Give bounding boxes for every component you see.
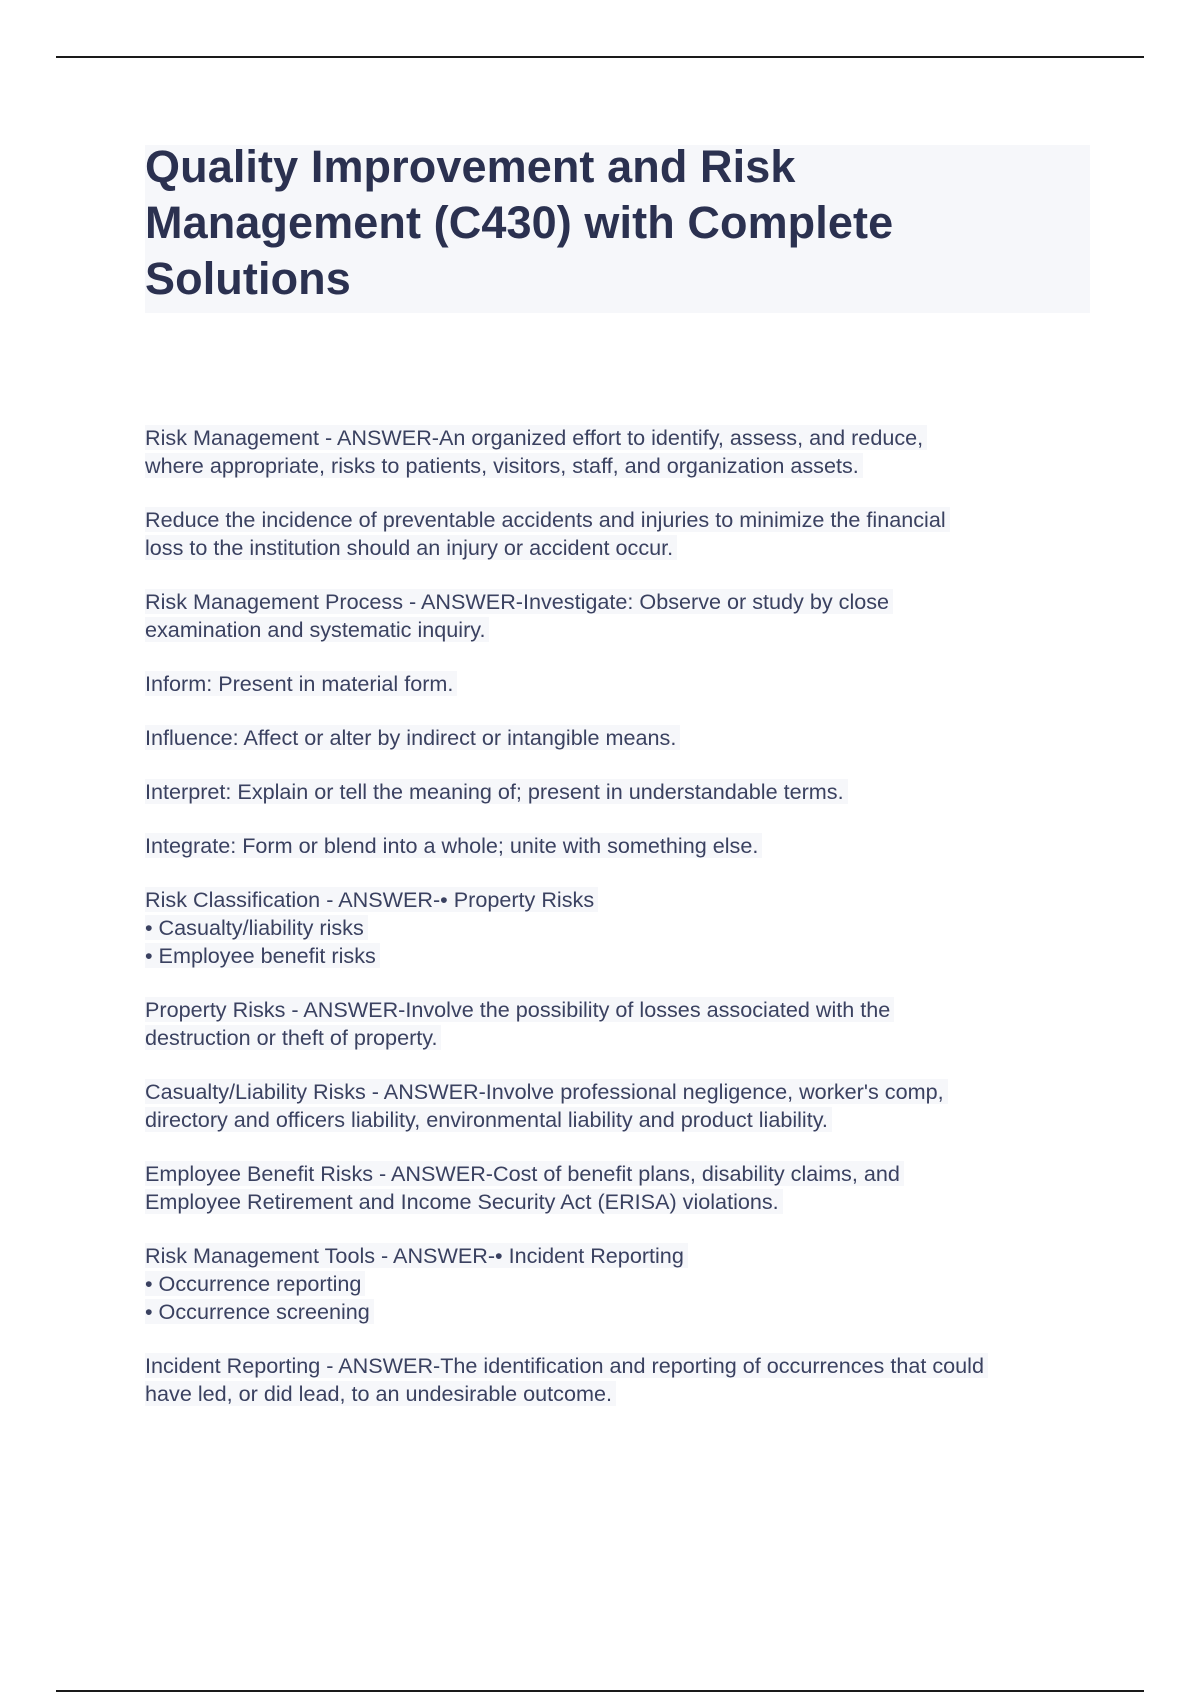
top-rule [56,56,1144,58]
bullet-item: • Occurrence screening [145,1299,374,1324]
paragraph-employee-benefit-risks [145,1160,1105,1216]
paragraph-integrate [145,832,1105,860]
paragraph-risk-classification [145,886,1105,970]
text-line: Reduce the incidence of preventable accidents and injuries to minimize the financial [145,507,950,532]
title-block [145,141,1090,313]
paragraph-risk-management-tools [145,1242,1105,1326]
paragraph-influence [145,724,1105,752]
paragraph-inform [145,670,1105,698]
text-line: Risk Management Process - ANSWER-Investigate: Observe or study by close [145,589,893,614]
text-line: destruction or theft of property. [145,1025,441,1050]
paragraph-reduce-incidence [145,506,1105,562]
text-line: Property Risks - ANSWER-Involve the possibility of losses associated with the [145,997,894,1022]
paragraph-risk-management [145,424,1105,480]
text-line: Influence: Affect or alter by indirect or intangible means. [145,725,680,750]
text-line: have led, or did lead, to an undesirable outcome. [145,1381,616,1406]
text-line: Incident Reporting - ANSWER-The identification and reporting of occurrences that could [145,1353,988,1378]
title-line-1: Quality Improvement and Risk [145,141,796,192]
bottom-rule [56,1690,1144,1692]
text-line: Employee Benefit Risks - ANSWER-Cost of benefit plans, disability claims, and [145,1161,904,1186]
text-line: examination and systematic inquiry. [145,617,489,642]
text-line: where appropriate, risks to patients, visitors, staff, and organization assets. [145,453,863,478]
paragraph-incident-reporting [145,1352,1105,1408]
text-line: loss to the institution should an injury or accident occur. [145,535,677,560]
bullet-item: • Occurrence reporting [145,1271,365,1296]
paragraph-property-risks [145,996,1105,1052]
text-line: Integrate: Form or blend into a whole; unite with something else. [145,833,762,858]
title-line-3: Solutions [145,253,351,304]
text-line: directory and officers liability, environmental liability and product liability. [145,1107,832,1132]
bullet-item: • Employee benefit risks [145,943,380,968]
paragraph-interpret [145,778,1105,806]
bullet-item: • Casualty/liability risks [145,915,368,940]
text-line: Employee Retirement and Income Security Act (ERISA) violations. [145,1189,783,1214]
document-body [145,424,1105,1434]
text-line: Casualty/Liability Risks - ANSWER-Involve professional negligence, worker's comp, [145,1079,948,1104]
text-line: Inform: Present in material form. [145,671,457,696]
paragraph-risk-management-process [145,588,1105,644]
text-line: Interpret: Explain or tell the meaning of; present in understandable terms. [145,779,848,804]
text-line: Risk Management - ANSWER-An organized effort to identify, assess, and reduce, [145,425,927,450]
document-title [145,139,1090,307]
paragraph-casualty-liability-risks [145,1078,1105,1134]
text-line: Risk Management Tools - ANSWER-• Incident Reporting [145,1243,688,1268]
title-line-2: Management (C430) with Complete [145,197,894,248]
text-line: Risk Classification - ANSWER-• Property Risks [145,887,598,912]
